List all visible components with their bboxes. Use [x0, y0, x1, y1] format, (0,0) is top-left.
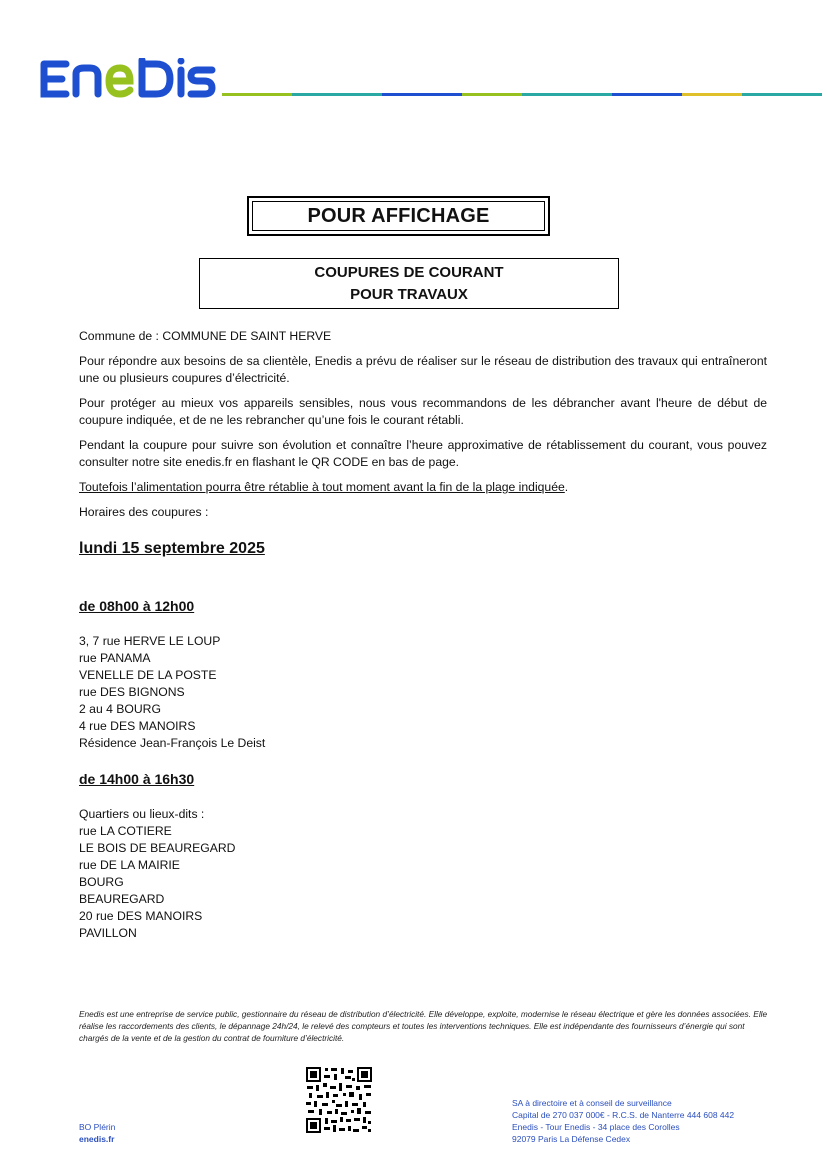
footer-legal: [512, 1097, 734, 1145]
list-item: 20 rue DES MANOIRS: [79, 909, 203, 923]
address-list-1: [79, 633, 265, 752]
list-item: Quartiers ou lieux-dits :: [79, 807, 205, 821]
list-item: PAVILLON: [79, 926, 137, 940]
list-item: BEAUREGARD: [79, 892, 165, 906]
commune-line: Commune de : COMMUNE DE SAINT HERVE: [79, 329, 332, 343]
header-divider: [222, 93, 822, 96]
website-link[interactable]: enedis.fr: [79, 1134, 115, 1144]
warning-period: .: [564, 480, 569, 494]
banner-title: POUR AFFICHAGE: [252, 201, 545, 231]
list-item: 3, 7 rue HERVE LE LOUP: [79, 634, 221, 648]
office-name: BO Plérin: [79, 1122, 116, 1132]
protection-paragraph: Pour protéger au mieux vos appareils sensibles, nous vous recommandons de les débrancher avant l'heure de début de coupure indiquée, et de ne les rebrancher qu’une fois le courant rétabli.: [79, 396, 767, 427]
address-list-2: [79, 806, 235, 942]
list-item: rue PANAMA: [79, 651, 151, 665]
list-item: 2 au 4 BOURG: [79, 702, 161, 716]
warning-paragraph: [79, 479, 767, 496]
legal-line: SA à directoire et à conseil de surveillance: [512, 1098, 672, 1108]
footer-contact: [79, 1121, 115, 1145]
notice-heading: [199, 258, 619, 309]
time-slot-2: de 14h00 à 16h30: [79, 771, 195, 787]
legal-line: Capital de 270 037 000€ - R.C.S. de Nanterre 444 608 442: [512, 1110, 735, 1120]
warning-text: Toutefois l’alimentation pourra être rétablie à tout moment avant la fin de la plage indiquée: [79, 480, 565, 494]
qr-code-icon[interactable]: [305, 1066, 373, 1134]
banner-box: [247, 196, 550, 236]
list-item: Résidence Jean-François Le Deist: [79, 736, 266, 750]
outage-date: lundi 15 septembre 2025: [79, 540, 265, 557]
list-item: VENELLE DE LA POSTE: [79, 668, 217, 682]
list-item: rue DE LA MAIRIE: [79, 858, 180, 872]
list-item: rue LA COTIERE: [79, 824, 172, 838]
enedis-logo: [40, 58, 216, 102]
company-disclaimer: Enedis est une entreprise de service public, gestionnaire du réseau de distribution d’électricité. Elle développe, exploite, modernise le réseau électrique et gère les données associées. Elle réalise les raccordements des clients, le dépannage 24h/24, le relevé des compteurs et toutes les interventions techniques. Elle est indépendante des fournisseurs d’énergie qui sont chargés de la vente et de la gestion du contrat de fourniture d’électricité.: [79, 1009, 768, 1043]
heading-line-1: COUPURES DE COURANT: [314, 264, 504, 281]
intro-paragraph: Pour répondre aux besoins de sa clientèle, Enedis a prévu de réaliser sur le réseau de distribution des travaux qui entraîneront une ou plusieurs coupures d’électricité.: [79, 354, 767, 385]
legal-line: Enedis - Tour Enedis - 34 place des Corolles: [512, 1122, 680, 1132]
list-item: LE BOIS DE BEAUREGARD: [79, 841, 236, 855]
list-item: BOURG: [79, 875, 124, 889]
schedule-intro: Horaires des coupures :: [79, 505, 209, 519]
legal-line: 92079 Paris La Défense Cedex: [512, 1134, 631, 1144]
list-item: rue DES BIGNONS: [79, 685, 185, 699]
time-slot-1: de 08h00 à 12h00: [79, 598, 195, 614]
follow-paragraph: Pendant la coupure pour suivre son évolution et connaître l’heure approximative de rétablissement du courant, vous pouvez consulter notre site enedis.fr en flashant le QR CODE en bas de page.: [79, 438, 767, 469]
list-item: 4 rue DES MANOIRS: [79, 719, 196, 733]
notice-body: [79, 328, 767, 529]
heading-line-2: POUR TRAVAUX: [350, 286, 468, 303]
